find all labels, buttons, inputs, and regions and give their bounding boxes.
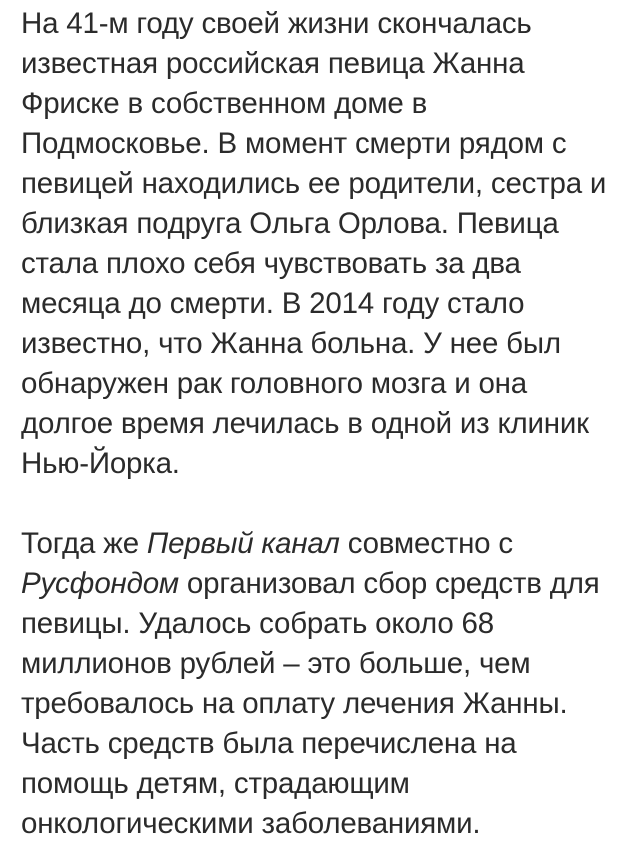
text-line <box>21 564 613 604</box>
text-fragment: совместно с <box>339 527 513 560</box>
text-line: известно, что Жанна больна. У нее был <box>21 327 561 360</box>
text-line: известная российская певица Жанна <box>21 47 525 80</box>
text-line: миллионов рублей – это больше, чем <box>21 647 531 680</box>
italic-text-rusfond: Русфондом <box>21 567 179 600</box>
text-line: онкологическими заболеваниями. <box>21 807 481 840</box>
text-line: обнаружен рак головного мозга и она <box>21 367 527 400</box>
text-line: Подмосковье. В момент смерти рядом с <box>21 127 567 160</box>
text-line: требовалось на оплату лечения Жанны. <box>21 687 568 720</box>
text-line: помощь детям, страдающим <box>21 767 410 800</box>
article-body <box>21 0 613 844</box>
article-paragraph-2 <box>21 524 613 844</box>
text-line: Нью-Йорка. <box>21 447 180 480</box>
text-line: певицы. Удалось собрать около 68 <box>21 607 494 640</box>
text-line: долгое время лечилась в одной из клиник <box>21 407 589 440</box>
text-fragment: Тогда же <box>21 527 147 560</box>
italic-text-first-channel: Первый канал <box>146 527 340 560</box>
text-line: Фриске в собственном доме в <box>21 87 428 120</box>
text-line: месяца до смерти. В 2014 году стало <box>21 287 525 320</box>
text-line <box>21 524 613 564</box>
text-line: близкая подруга Ольга Орлова. Певица <box>21 207 559 240</box>
text-line: Часть средств была перечислена на <box>21 727 517 760</box>
text-line: На 41-м году своей жизни скончалась <box>21 7 532 40</box>
article-paragraph-1 <box>21 4 613 484</box>
text-fragment: организовал сбор средств для <box>178 567 600 600</box>
text-line: стала плохо себя чувствовать за два <box>21 247 521 280</box>
text-line: певицей находились ее родители, сестра и <box>21 167 607 200</box>
